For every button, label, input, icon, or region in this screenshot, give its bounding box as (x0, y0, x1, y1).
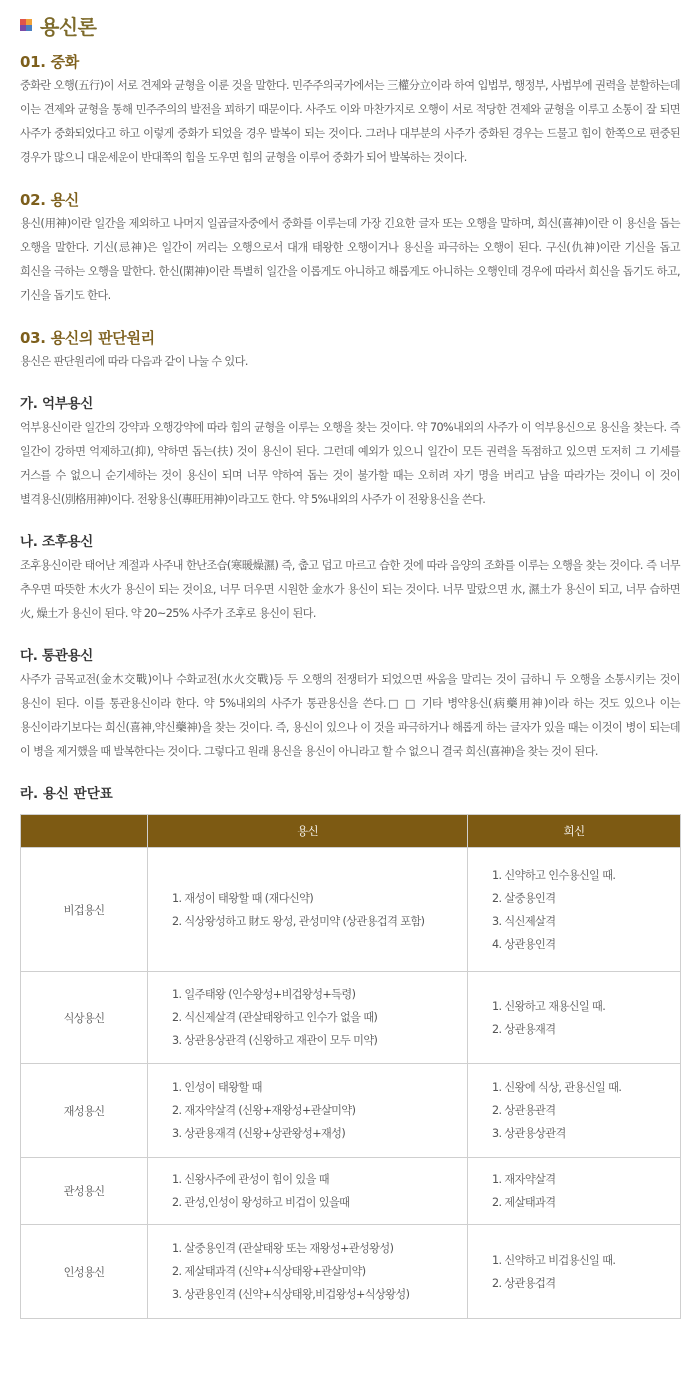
list-item: 1. 신약하고 인수용신일 때. (492, 868, 616, 882)
table-row (21, 1225, 681, 1319)
table-header-row (21, 815, 681, 848)
text-line: 용신이 된다. 이를 통관용신이라 한다. 약 5%내외의 사주가 통관용신을 쓴다.□ □ 기타 병약용신(病藥用神)이라 하는 것도 있으나 이는 (20, 697, 680, 710)
table-row (21, 1158, 681, 1225)
list-item: 1. 신왕하고 재용신일 때. (492, 999, 606, 1013)
list-item: 3. 상관용상관격 (신왕하고 재관이 모두 미약) (172, 1034, 378, 1047)
list-item: 2. 재자약살격 (신왕+재왕성+관살미약) (172, 1104, 356, 1117)
subsection-tonggwan (20, 644, 680, 764)
row-name: 식상용신 (21, 972, 148, 1064)
list-item: 2. 살중용인격 (492, 891, 556, 905)
text-line: 되는데 이 병을 제거했을 때 발복한다는 것이다. 그렇다고 원래 용신을 용신이 아니라고 할 수 없으니 결국 희신(喜神)을 찾는 것이 된다. (20, 721, 680, 758)
page-title: 용신론 (40, 14, 97, 39)
row-name: 비겁용신 (21, 848, 148, 972)
subsection-eokbu (20, 392, 680, 512)
section-yongsin (20, 188, 680, 308)
text-line: 억부용신이란 일간의 강약과 오행강약에 따라 힘의 균형을 이루는 오행을 찾는 것이다. 약 70%내외의 사주가 이 억부용신으로 용신을 찾는다. (20, 421, 667, 434)
list-item: 2. 관성,인성이 왕성하고 비겁이 있을때 (172, 1196, 350, 1209)
list-item: 2. 식상왕성하고 財도 왕성, 관성미약 (상관용겁격 포함) (172, 914, 425, 928)
row-name: 재성용신 (21, 1064, 148, 1158)
section-heading: 03. 용신의 판단원리 (20, 329, 155, 347)
subsection-paragraph (20, 416, 680, 512)
subsection-heading: 나. 조후용신 (20, 534, 93, 550)
section-junghwa (20, 50, 680, 170)
subsection-paragraph (20, 554, 680, 626)
list-item: 2. 상관용겁격 (492, 1276, 556, 1290)
list-item: 4. 상관용인격 (492, 937, 556, 951)
table-header-cell: 희신 (468, 815, 681, 848)
table-header-cell (21, 815, 148, 848)
list-item: 1. 재성이 태왕할 때 (재다신약) (172, 891, 314, 905)
text-line: 소통이 잘 되면 사주가 중화되었다고 하고 이렇게 중화가 되었을 경우 발복이 되는 것이다. 그러나 대부분의 사주가 중화된 경우는 드물고 (20, 103, 680, 140)
subsection-johu (20, 530, 680, 626)
colored-squares-icon (20, 19, 32, 31)
text-line: 즉 일간이 강하면 억제하고(抑), 약하면 돕는(扶) 것이 용신이 된다. 그런데 예외가 있으니 일간이 모든 권력을 독점하고 있으면 도저히 그 (20, 421, 680, 458)
text-line: 습하면 火, 燥土가 용신이 된다. 약 20~25% 사주가 조후로 용신이 된다. (20, 583, 680, 620)
list-item: 1. 살중용인격 (관살태왕 또는 재왕성+관성왕성) (172, 1242, 394, 1255)
list-item: 1. 재자약살격 (492, 1173, 556, 1186)
section-paragraph (20, 74, 680, 170)
text-line: 돕는 오행을 말한다. 기신(忌神)은 일간이 꺼리는 오행으로서 대개 태왕한 오행이거나 용신을 파극하는 오행이 된다. 구신(仇神)이란 기신을 (20, 217, 680, 254)
table-title: 라. 용신 판단표 (20, 786, 113, 802)
huisin-cell (468, 972, 681, 1064)
row-name: 인성용신 (21, 1225, 148, 1319)
yongsin-cell (148, 1225, 468, 1319)
row-name: 관성용신 (21, 1158, 148, 1225)
list-item: 1. 신왕에 식상, 관용신일 때. (492, 1081, 622, 1094)
text-line: 용신이라기보다는 희신(喜神,약신藥神)을 찾는 것이다. 즉, 용신이 있으나 이 것을 파극하거나 해롭게 하는 글자가 있을 때는 이것이 병이 (20, 721, 646, 734)
text-line: 기세를 거스를 수 없으니 순기세하는 것이 용신이 되며 너무 약하여 돕는 것이 불가할 때는 오히려 자기 명을 버리고 남을 따라가는 것이니 이 (20, 445, 680, 482)
table-row (21, 848, 681, 972)
list-item: 1. 인성이 태왕할 때 (172, 1081, 262, 1094)
list-item: 2. 상관용관격 (492, 1104, 556, 1117)
section-heading: 02. 용신 (20, 191, 79, 209)
square-blue (26, 25, 32, 31)
list-item: 2. 상관용재격 (492, 1022, 556, 1036)
judgment-table (20, 814, 681, 1319)
list-item: 3. 상관용인격 (신약+식상태왕,비겁왕성+식상왕성) (172, 1288, 410, 1301)
section-judgment-principles (20, 326, 680, 374)
text-line: 용신(用神)이란 일간을 제외하고 나머지 일곱글자중에서 중화를 이루는데 가장 긴요한 글자 또는 오행을 말하며, 희신(喜神)이란 이 용신을 (20, 217, 657, 230)
list-item: 2. 제살태과격 (492, 1196, 556, 1209)
list-item: 1. 신약하고 비겁용신일 때. (492, 1253, 616, 1267)
huisin-cell (468, 1225, 681, 1319)
table-row (21, 972, 681, 1064)
list-item: 3. 상관용상관격 (492, 1127, 566, 1140)
text-line: 힘이 한쪽으로 편중된 경우가 많으니 대운세운이 반대쪽의 힘을 도우면 힘의 균형을 이루어 중화가 되어 발복하는 것이다. (20, 127, 681, 164)
yongsin-cell (148, 972, 468, 1064)
text-line: 돕기도 하고, 기신을 돕기도 한다. (20, 265, 680, 302)
judgment-table-section (20, 782, 680, 1319)
text-line: 용신은 판단원리에 따라 다음과 같이 나눌 수 있다. (20, 355, 248, 368)
subsection-heading: 가. 억부용신 (20, 396, 93, 412)
table-row (21, 1064, 681, 1158)
section-heading: 01. 중화 (20, 53, 79, 71)
list-item: 3. 상관용재격 (신왕+상관왕성+재성) (172, 1127, 346, 1140)
list-item: 1. 일주태왕 (인수왕성+비겁왕성+득령) (172, 988, 356, 1001)
yongsin-cell (148, 1158, 468, 1225)
subsection-heading: 다. 통관용신 (20, 648, 93, 664)
yongsin-cell (148, 848, 468, 972)
list-item: 2. 제살태과격 (신약+식상태왕+관살미약) (172, 1265, 366, 1278)
yongsin-cell (148, 1064, 468, 1158)
list-item: 1. 신왕사주에 관성이 힘이 있을 때 (172, 1173, 329, 1186)
text-line: 조후용신이란 태어난 계절과 사주내 한난조습(寒暖燥濕) 즉, 춥고 덥고 마르고 습한 것에 따라 음양의 조화를 이루는 오행을 찾는 것이다. 즉 (20, 559, 657, 572)
huisin-cell (468, 1158, 681, 1225)
list-item: 3. 식신제살격 (492, 914, 556, 928)
table-header-cell: 용신 (148, 815, 468, 848)
page-header (20, 10, 680, 40)
text-line: 분할하는데 이는 견제와 균형을 통해 민주주의의 발전을 꾀하기 때문이다. 사주도 이와 마찬가지로 오행이 서로 적당한 견제와 균형을 이루고 (20, 79, 680, 116)
section-paragraph (20, 212, 680, 308)
text-line: 중화란 오행(五行)이 서로 견제와 균형을 이룬 것을 말한다. 민주주의국가에서는 三權分立이라 하여 입법부, 행정부, 사법부에 권력을 (20, 79, 626, 92)
huisin-cell (468, 1064, 681, 1158)
text-line: 것이 별격용신(別格用神)이다. 전왕용신(專旺用神)이라고도 한다. 약 5%내외의 사주가 이 전왕용신을 쓴다. (20, 469, 680, 506)
text-line: 너무 추우면 따뜻한 木火가 용신이 되는 것이요, 너무 더우면 시원한 金水가 용신이 되는 것이다. 너무 말랐으면 水, 濕土가 용신이 되고, 너무 (20, 559, 680, 596)
huisin-cell (468, 848, 681, 972)
list-item: 2. 식신제살격 (관살태왕하고 인수가 없을 때) (172, 1011, 378, 1024)
section-paragraph (20, 350, 680, 374)
subsection-paragraph (20, 668, 680, 764)
text-line: 사주가 금목교전(金木交戰)이나 수화교전(水火交戰)등 두 오행의 전쟁터가 되었으면 싸움을 말리는 것이 급하니 두 오행을 소통시키는 것이 (20, 673, 680, 686)
text-line: 돕고 희신을 극하는 오행을 말한다. 한신(閑神)이란 특별히 일간을 이롭게도 아니하고 해롭게도 아니하는 오행인데 경우에 따라서 희신을 (20, 241, 680, 278)
